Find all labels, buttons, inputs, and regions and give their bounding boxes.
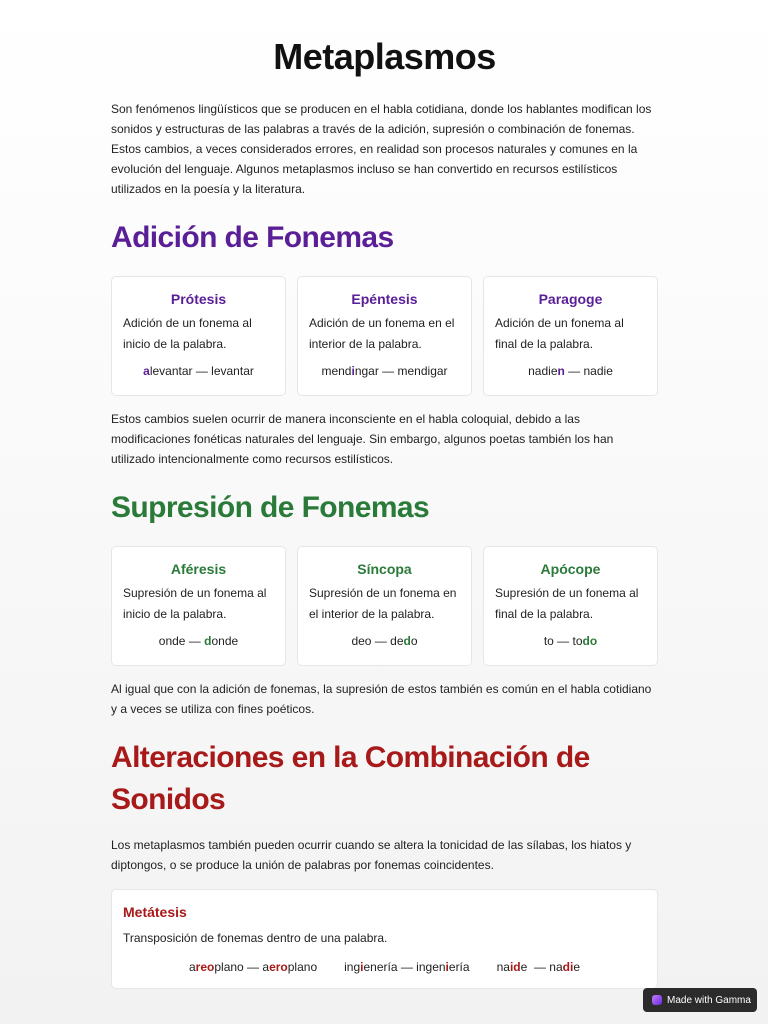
supresion-note: Al igual que con la adición de fonemas, la supresión de estos también es común en el habla cotidiano y a veces se utiliza con fines poéticos. bbox=[111, 682, 652, 716]
card-title: Aféresis bbox=[170, 561, 227, 577]
heading-supresion: Supresión de Fonemas bbox=[111, 491, 430, 524]
card-description: Transposición de fonemas dentro de una palabra. bbox=[123, 931, 388, 945]
card-description: Supresión de un fonema al inicio de la palabra. bbox=[123, 586, 267, 621]
example-text: deo — de bbox=[351, 634, 404, 648]
highlighted-phoneme: reo bbox=[195, 960, 215, 974]
highlighted-phoneme: di bbox=[562, 960, 574, 974]
card-title: Epéntesis bbox=[351, 291, 418, 307]
example-text: ería bbox=[448, 960, 470, 974]
example-text: ing bbox=[344, 960, 361, 974]
example-text: plano bbox=[287, 960, 318, 974]
card-title: Síncopa bbox=[357, 561, 412, 577]
card-description: Supresión de un fonema en el interior de la palabra. bbox=[309, 586, 457, 621]
card-apocope bbox=[483, 546, 658, 666]
example-text: mend bbox=[321, 364, 352, 378]
heading-alteraciones: Alteraciones en la Combinación de Sonidos bbox=[111, 741, 590, 816]
example-text: to — to bbox=[543, 634, 583, 648]
card-example bbox=[484, 364, 657, 378]
card-protesis bbox=[111, 276, 286, 396]
metatesis-example bbox=[344, 960, 469, 974]
card-example bbox=[298, 364, 471, 378]
example-text: nadie bbox=[528, 364, 558, 378]
intro-paragraph: Son fenómenos lingüísticos que se producen en el habla cotidiana, donde los hablantes modifican los sonidos y estructuras de las palabras a través de la adición, supresión o combinación de fonemas. Estos cambios, a veces considerados errores, en realidad son procesos naturales y comunes en la evolución del lenguaje. Algunos metaplasmos incluso se han convertido en recursos estilísticos utilizados en la poesía y la literatura. bbox=[111, 102, 652, 196]
example-text: levantar — levantar bbox=[149, 364, 254, 378]
card-metatesis bbox=[111, 889, 658, 989]
card-sincopa bbox=[297, 546, 472, 666]
card-example bbox=[484, 634, 657, 648]
card-title: Prótesis bbox=[170, 291, 227, 307]
card-description: Adición de un fonema al final de la palabra. bbox=[495, 316, 624, 351]
highlighted-phoneme: i bbox=[360, 960, 364, 974]
alteraciones-note: Los metaplasmos también pueden ocurrir cuando se altera la tonicidad de las sílabas, los hiatos y diptongos, o se produce la unión de palabras por fonemas coincidentes. bbox=[111, 838, 632, 872]
example-text: na bbox=[496, 960, 510, 974]
card-title: Apócope bbox=[540, 561, 601, 577]
card-description: Supresión de un fonema al final de la palabra. bbox=[495, 586, 639, 621]
metatesis-examples bbox=[112, 960, 657, 974]
badge-label: Made with Gamma bbox=[667, 994, 751, 1006]
card-title: Metátesis bbox=[123, 904, 187, 920]
example-text: a bbox=[188, 960, 196, 974]
supresion-cards bbox=[111, 546, 658, 666]
made-with-gamma-badge[interactable] bbox=[643, 988, 757, 1012]
card-description: Adición de un fonema en el interior de la palabra. bbox=[309, 316, 455, 351]
card-epentesis bbox=[297, 276, 472, 396]
card-example bbox=[112, 634, 285, 648]
highlighted-phoneme: d bbox=[403, 634, 411, 648]
metatesis-example bbox=[189, 960, 317, 974]
highlighted-phoneme: ero bbox=[269, 960, 288, 974]
example-text: o bbox=[410, 634, 418, 648]
card-title: Paragoge bbox=[538, 291, 603, 307]
highlighted-phoneme: do bbox=[582, 634, 598, 648]
example-text: — nadie bbox=[564, 364, 613, 378]
gamma-logo-icon bbox=[652, 995, 662, 1005]
card-example bbox=[298, 634, 471, 648]
example-text: onde — bbox=[158, 634, 205, 648]
example-text: ngar — mendigar bbox=[354, 364, 448, 378]
example-text: enería — ingen bbox=[363, 960, 446, 974]
example-text: onde bbox=[211, 634, 239, 648]
highlighted-phoneme: i bbox=[351, 364, 355, 378]
example-text: plano — a bbox=[214, 960, 270, 974]
example-text: e — na bbox=[520, 960, 563, 974]
heading-adicion: Adición de Fonemas bbox=[111, 221, 394, 254]
page-title: Metaplasmos bbox=[273, 36, 496, 77]
card-paragoge bbox=[483, 276, 658, 396]
card-example bbox=[112, 364, 285, 378]
highlighted-phoneme: d bbox=[204, 634, 212, 648]
example-text: e bbox=[573, 960, 580, 974]
card-description: Adición de un fonema al inicio de la palabra. bbox=[123, 316, 252, 351]
highlighted-phoneme: i bbox=[445, 960, 449, 974]
highlighted-phoneme: n bbox=[557, 364, 565, 378]
adicion-cards bbox=[111, 276, 658, 396]
highlighted-phoneme: id bbox=[509, 960, 521, 974]
highlighted-phoneme: a bbox=[143, 364, 150, 378]
metatesis-example bbox=[497, 960, 580, 974]
adicion-note: Estos cambios suelen ocurrir de manera inconsciente en el habla coloquial, debido a las modificaciones fonéticas naturales del lenguaje. Sin embargo, algunos poetas también los han utilizado intencionalmente como recursos estilísticos. bbox=[111, 412, 614, 466]
card-aferesis bbox=[111, 546, 286, 666]
